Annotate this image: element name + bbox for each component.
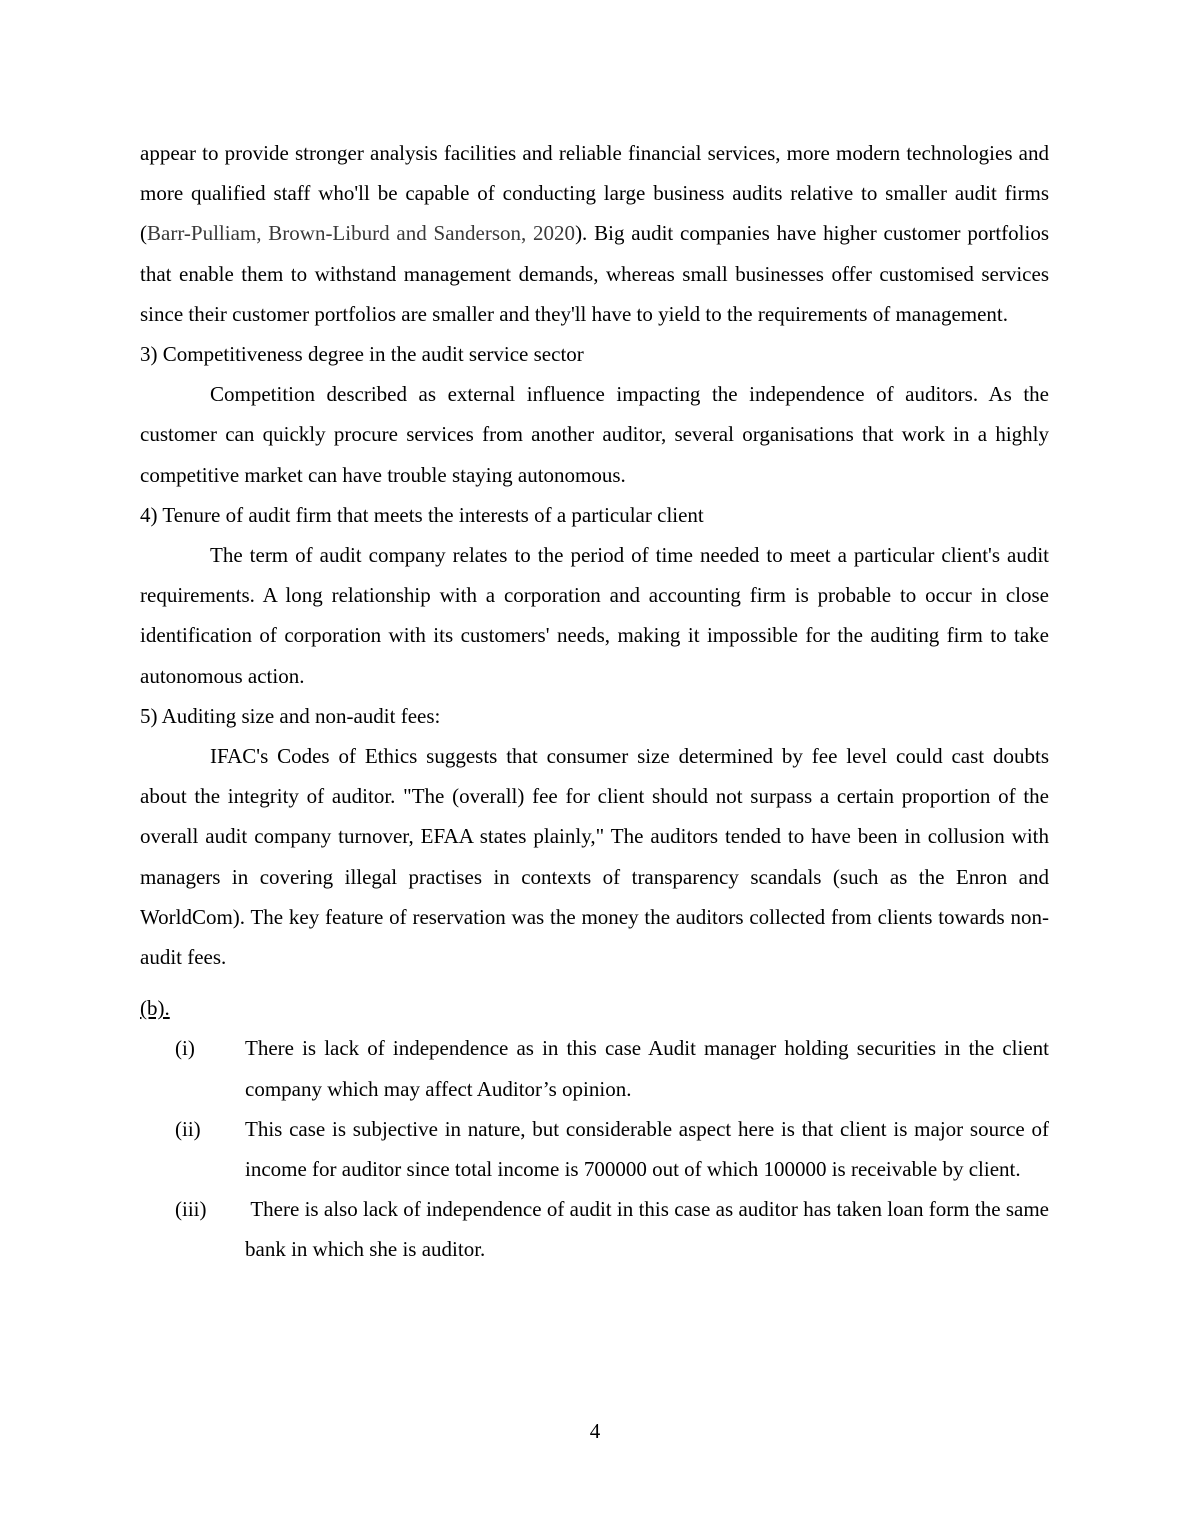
heading-non-audit-fees: 5) Auditing size and non-audit fees:: [140, 703, 441, 728]
page-number: 4: [589, 1419, 601, 1443]
paragraph-big-vs-small-firms: [140, 133, 1049, 334]
heading-tenure: 4) Tenure of audit firm that meets the interests of a particular client: [140, 502, 704, 527]
list-item: [140, 1109, 1049, 1189]
paragraph-text: appear to provide stronger analysis facilities and reliable financial services, more modern technologies and more qualified staff who'll be capable of conducting large business audits relative to smaller audit firms (: [140, 141, 1049, 246]
list-item-text: There is also lack of independence of audit in this case as auditor has taken loan form the same bank in which she is auditor.: [245, 1197, 1055, 1262]
paragraph-competitiveness: Competition described as external influence impacting the independence of auditors. As the customer can quickly procure services from another auditor, several organisations that work in a highly competitive market can have trouble staying autonomous.: [140, 382, 1049, 487]
list-marker: (ii): [175, 1116, 201, 1141]
paragraph-text: ). Big audit companies have higher customer portfolios that enable them to withstand management demands, whereas small businesses offer customised services since their customer portfolios are smaller and they'll have to yield to the requirements of management.: [140, 221, 1049, 326]
list-marker: (iii): [175, 1197, 207, 1222]
answer-list: [140, 1028, 1055, 1269]
citation: Barr-Pulliam, Brown-Liburd and Sanderson, 2020: [147, 221, 576, 246]
section-b-label: (b).: [140, 996, 170, 1021]
document-body: [140, 133, 1055, 1270]
paragraph-non-audit-fees: IFAC's Codes of Ethics suggests that consumer size determined by fee level could cast doubts about the integrity of auditor. "The (overall) fee for client should not surpass a certain proportion of the overall audit company turnover, EFAA states plainly," The auditors tended to have been in collusion with managers in covering illegal practises in contexts of transparency scandals (such as the Enron and WorldCom). The key feature of reservation was the money the auditors collected from clients towards non-audit fees.: [140, 744, 1049, 970]
list-marker: (i): [175, 1036, 195, 1061]
heading-competitiveness: 3) Competitiveness degree in the audit service sector: [140, 342, 584, 367]
list-item: [140, 1189, 1055, 1269]
paragraph-tenure: The term of audit company relates to the period of time needed to meet a particular client's audit requirements. A long relationship with a corporation and accounting firm is probable to occur in close identification of corporation with its customers' needs, making it impossible for the auditing firm to take autonomous action.: [140, 543, 1049, 688]
list-item-text: There is lack of independence as in this case Audit manager holding securities in the client company which may affect Auditor’s opinion.: [245, 1036, 1049, 1101]
list-item-text: This case is subjective in nature, but considerable aspect here is that client is major source of income for auditor since total income is 700000 out of which 100000 is receivable by client.: [245, 1116, 1049, 1182]
list-item: [140, 1028, 1049, 1108]
